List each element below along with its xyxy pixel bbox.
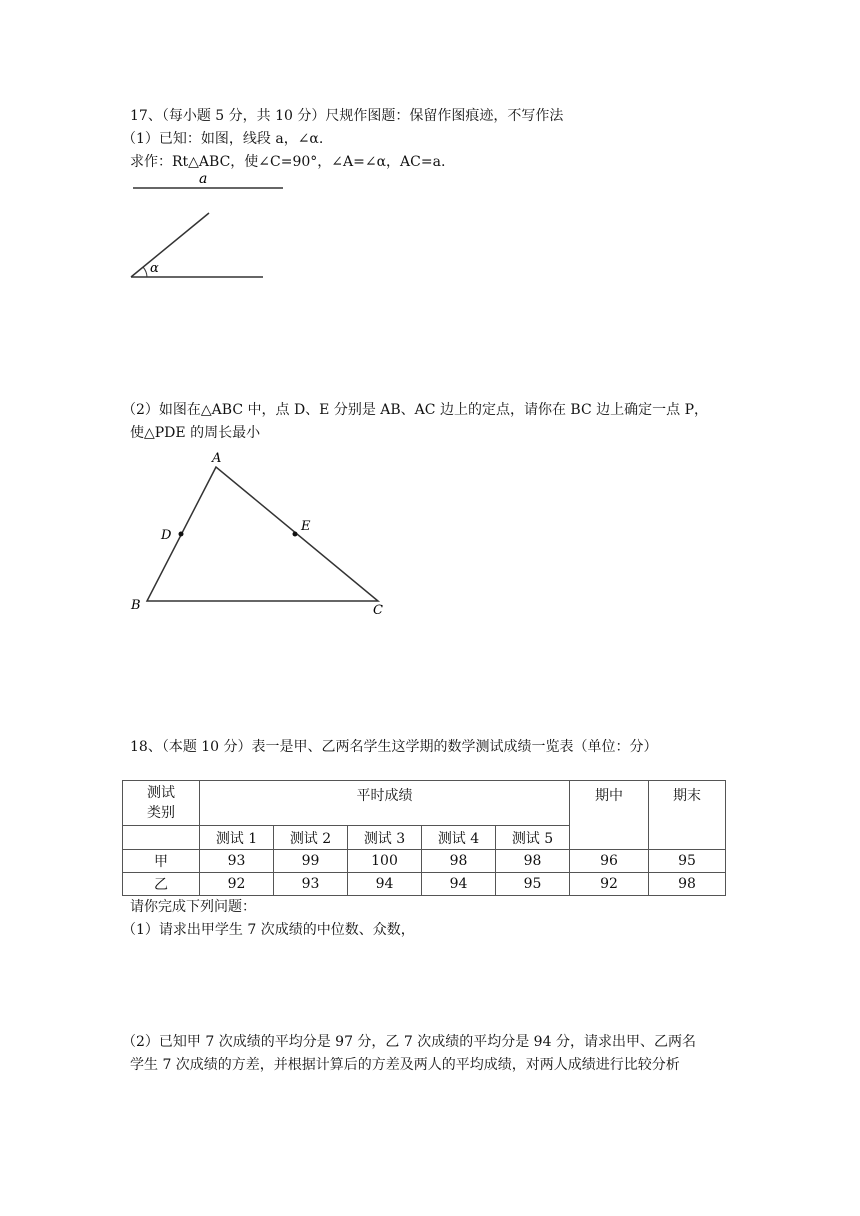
subheader-test2: 测试 2 xyxy=(274,826,348,850)
score-cell: 100 xyxy=(348,850,422,873)
q17-part1-construct: 求作：Rt△ABC，使∠C=90°，∠A=∠α，AC=a. xyxy=(130,154,446,170)
angle-alpha-label: α xyxy=(150,261,159,276)
row-name: 乙 xyxy=(123,873,200,896)
score-cell: 94 xyxy=(422,873,496,896)
vertex-a-label: A xyxy=(212,451,222,466)
triangle-abc-figure xyxy=(125,444,395,619)
q17-part2-line2: 使△PDE 的周长最小 xyxy=(130,425,261,441)
score-cell: 93 xyxy=(274,873,348,896)
table-row xyxy=(123,873,726,896)
point-e xyxy=(293,532,298,537)
subheader-test4: 测试 4 xyxy=(422,826,496,850)
table-row xyxy=(123,850,726,873)
corner-header xyxy=(123,781,200,826)
point-e-label: E xyxy=(301,519,311,534)
q17-title: 17、（每小题 5 分，共 10 分）尺规作图题：保留作图痕迹，不写作法 xyxy=(130,108,564,124)
scores-table xyxy=(122,780,726,896)
corner-header-line2: 类别 xyxy=(147,805,175,821)
segment-a-label: a xyxy=(199,171,208,187)
score-cell: 95 xyxy=(496,873,570,896)
vertex-b-label: B xyxy=(131,598,141,613)
q18-title: 18、（本题 10 分）表一是甲、乙两名学生这学期的数学测试成绩一览表（单位：分） xyxy=(130,739,658,755)
group-header-regular: 平时成绩 xyxy=(200,781,570,826)
subheader-test1: 测试 1 xyxy=(200,826,274,850)
angle-arc xyxy=(143,267,147,277)
score-cell: 92 xyxy=(200,873,274,896)
header-midterm: 期中 xyxy=(570,781,649,850)
q17-part1-given: （1）已知：如图，线段 a，∠α. xyxy=(122,131,324,147)
q18-prompt: 请你完成下列问题： xyxy=(130,899,256,915)
score-cell: 98 xyxy=(422,850,496,873)
corner-blank xyxy=(123,826,200,850)
row-name: 甲 xyxy=(123,850,200,873)
score-cell: 94 xyxy=(348,873,422,896)
subheader-test3: 测试 3 xyxy=(348,826,422,850)
header-final: 期末 xyxy=(649,781,726,850)
score-cell: 93 xyxy=(200,850,274,873)
vertex-c-label: C xyxy=(373,603,383,618)
score-cell: 98 xyxy=(649,873,726,896)
subheader-test5: 测试 5 xyxy=(496,826,570,850)
score-cell: 98 xyxy=(496,850,570,873)
q17-part2-line1: （2）如图在△ABC 中，点 D、E 分别是 AB、AC 边上的定点，请你在 BC 边上确定一点 P， xyxy=(122,402,708,418)
q18-part2-line1: （2）已知甲 7 次成绩的平均分是 97 分，乙 7 次成绩的平均分是 94 分，请求出甲、乙两名 xyxy=(122,1034,696,1050)
segment-angle-figure xyxy=(125,168,295,286)
score-cell: 92 xyxy=(570,873,649,896)
score-cell: 99 xyxy=(274,850,348,873)
score-cell: 95 xyxy=(649,850,726,873)
point-d-label: D xyxy=(161,528,172,543)
corner-header-line1: 测试 xyxy=(147,785,175,801)
q18-part1: （1）请求出甲学生 7 次成绩的中位数、众数， xyxy=(122,922,415,938)
score-cell: 96 xyxy=(570,850,649,873)
point-d xyxy=(179,532,184,537)
q18-part2-line2: 学生 7 次成绩的方差，并根据计算后的方差及两人的平均成绩，对两人成绩进行比较分析 xyxy=(130,1057,680,1073)
